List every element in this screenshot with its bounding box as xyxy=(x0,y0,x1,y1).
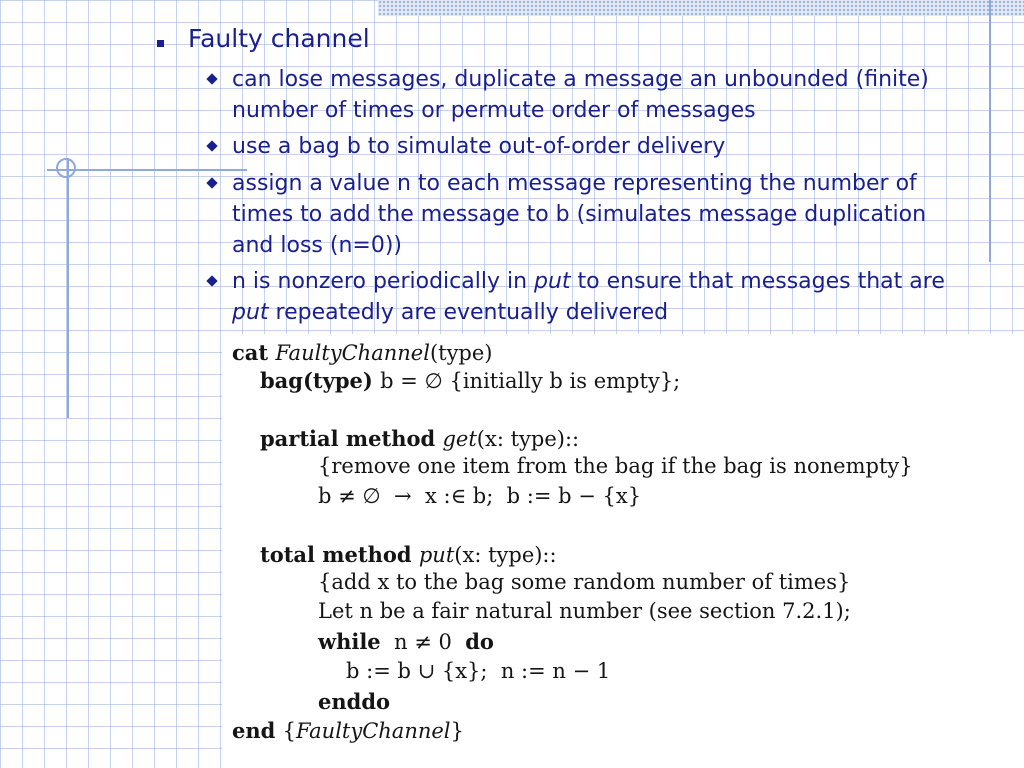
code-line-4: {remove one item from the bag if the bag is nonempty} xyxy=(318,454,913,478)
code-line-1: cat FaultyChannel(type) xyxy=(232,340,493,365)
bullet-3: assign a value n to each message representing the number of times to add the message to b (simulates message duplication and loss (n=0)) xyxy=(232,171,927,258)
code-line-8: Let n be a fair natural number (see section 7.2.1); xyxy=(318,599,851,623)
bullet-2: use a bag b to simulate out-of-order delivery xyxy=(232,134,726,159)
diamond-bullet-icon xyxy=(206,140,217,151)
code-line-7: {add x to the bag some random number of times} xyxy=(318,570,851,594)
top-decorative-band xyxy=(378,0,1024,16)
diamond-bullet-icon xyxy=(206,177,217,188)
square-bullet-icon xyxy=(157,40,164,47)
code-line-3: partial method get(x: type):: xyxy=(260,426,580,451)
bullet-4-text: repeatedly are eventually delivered xyxy=(268,300,669,325)
left-decorative-line xyxy=(67,158,69,418)
bullet-4 xyxy=(232,266,952,328)
code-line-6: total method put(x: type):: xyxy=(260,542,557,567)
decorative-circle xyxy=(56,158,76,178)
bullet-1: can lose messages, duplicate a message an unbounded (finite) number of times or permute order of messages xyxy=(232,67,929,123)
slide-heading: Faulty channel xyxy=(188,24,370,53)
right-decorative-line xyxy=(989,0,991,262)
horizontal-decorative-line xyxy=(47,169,247,171)
code-line-12: end {FaultyChannel} xyxy=(232,718,464,743)
code-line-5: b ≠ ∅ → x :∈ b; b := b − {x} xyxy=(318,484,642,508)
bullet-4-text: n is nonzero periodically in xyxy=(232,269,535,294)
code-line-11: enddo xyxy=(318,689,391,714)
bullet-4-text: to ensure that messages that are xyxy=(570,269,945,294)
code-line-9: while n ≠ 0 do xyxy=(318,629,494,654)
diamond-bullet-icon xyxy=(206,275,217,286)
bullet-4-put: put xyxy=(232,300,269,325)
bullet-4-put: put xyxy=(534,269,571,294)
code-line-10: b := b ∪ {x}; n := n − 1 xyxy=(346,659,611,683)
code-line-2: bag(type) b = ∅ {initially b is empty}; xyxy=(260,368,681,393)
diamond-bullet-icon xyxy=(206,73,217,84)
code-listing xyxy=(222,334,1024,768)
